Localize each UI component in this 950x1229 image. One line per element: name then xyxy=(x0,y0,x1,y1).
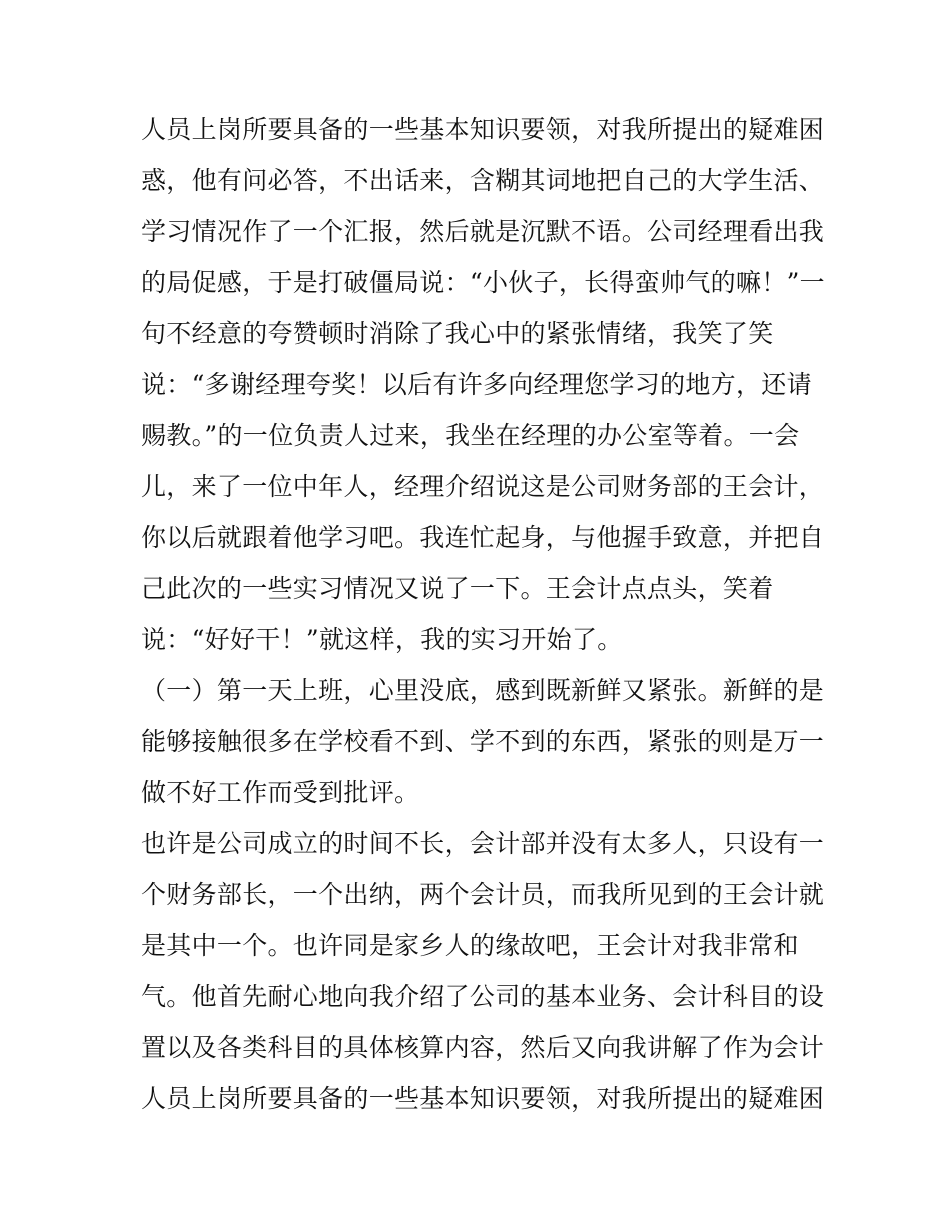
text-line: 能够接触很多在学校看不到、学不到的东西，紧张的则是万一 xyxy=(141,727,825,756)
text-line: 人员上岗所要具备的一些基本知识要领，对我所提出的疑难困 xyxy=(141,115,825,144)
text-line: 是其中一个。也许同是家乡人的缘故吧，王会计对我非常和 xyxy=(141,931,799,960)
text-line: 置以及各类科目的具体核算内容，然后又向我讲解了作为会计 xyxy=(141,1033,825,1062)
text-line: 做不好工作而受到批评。 xyxy=(141,778,420,807)
text-line: 说：“好好干！”就这样，我的实习开始了。 xyxy=(141,625,623,654)
text-line: 个财务部长，一个出纳，两个会计员，而我所见到的王会计就 xyxy=(141,880,825,909)
text-line: 人员上岗所要具备的一些基本知识要领，对我所提出的疑难困 xyxy=(141,1084,825,1113)
text-line: 也许是公司成立的时间不长，会计部并没有太多人，只设有一 xyxy=(141,829,825,858)
text-line: （一）第一天上班，心里没底，感到既新鲜又紧张。新鲜的是 xyxy=(141,676,825,705)
text-line: 的局促感，于是打破僵局说：“小伙子，长得蛮帅气的嘛！”一 xyxy=(141,268,825,297)
text-line: 说：“多谢经理夸奖！以后有许多向经理您学习的地方，还请 xyxy=(141,370,812,399)
text-line: 赐教。”的一位负责人过来，我坐在经理的办公室等着。一会 xyxy=(141,421,800,450)
text-line: 你以后就跟着他学习吧。我连忙起身，与他握手致意，并把自 xyxy=(141,523,825,552)
text-line: 学习情况作了一个汇报，然后就是沉默不语。公司经理看出我 xyxy=(141,217,825,246)
text-line: 惑，他有问必答，不出话来，含糊其词地把自己的大学生活、 xyxy=(141,166,825,195)
text-line: 气。他首先耐心地向我介绍了公司的基本业务、会计科目的设 xyxy=(141,982,825,1011)
body-text xyxy=(141,104,825,1124)
text-line: 己此次的一些实习情况又说了一下。王会计点点头，笑着 xyxy=(141,574,774,603)
text-line: 儿，来了一位中年人，经理介绍说这是公司财务部的王会计， xyxy=(141,472,825,501)
text-line: 句不经意的夸赞顿时消除了我心中的紧张情绪，我笑了笑 xyxy=(141,319,774,348)
